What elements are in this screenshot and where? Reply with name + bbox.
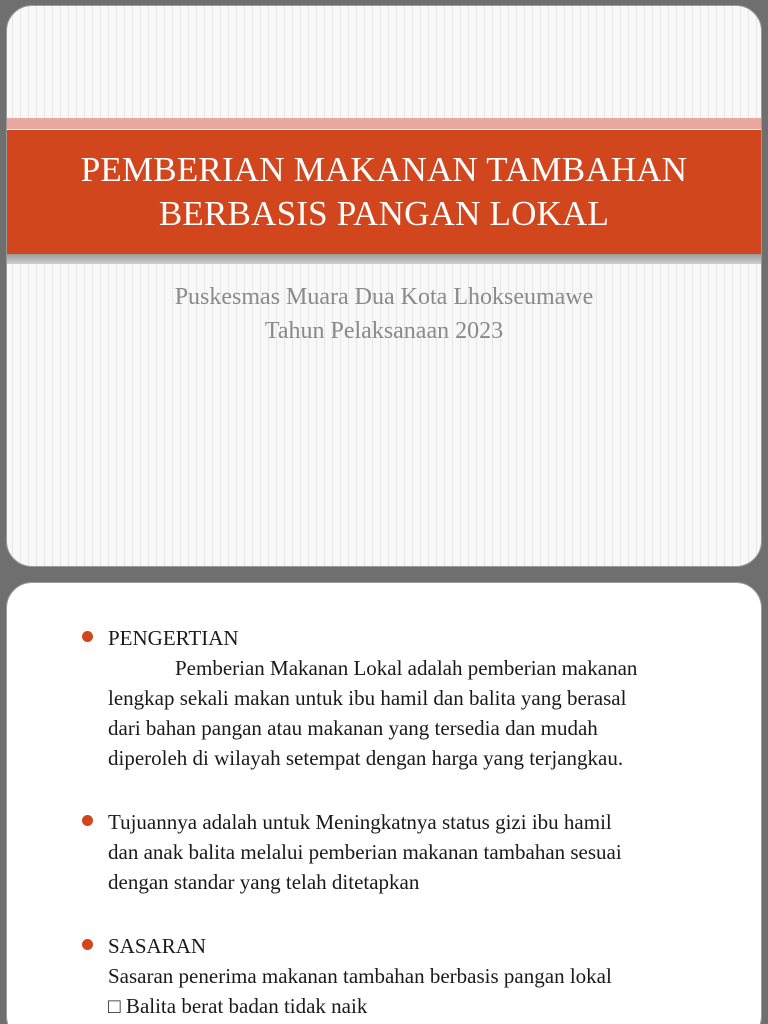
bullet-dot-icon	[82, 939, 93, 950]
tujuan-line-1: Tujuannya adalah untuk Meningkatnya status gizi ibu hamil	[108, 810, 612, 834]
pengertian-heading: PENGERTIAN	[108, 626, 239, 650]
pengertian-line-1: Pemberian Makanan Lokal adalah pemberian makanan	[175, 656, 638, 680]
bullet-sasaran	[81, 931, 721, 961]
sasaran-line-1: Sasaran penerima makanan tambahan berbasis pangan lokal	[108, 964, 612, 988]
pengertian-line-3: dari bahan pangan atau makanan yang tersedia dan mudah	[108, 716, 598, 740]
slide-title-text	[81, 148, 688, 236]
subtitle-line-1: Puskesmas Muara Dua Kota Lhokseumawe	[174, 284, 594, 310]
bullet-tujuan	[81, 807, 721, 897]
title-line-1: PEMBERIAN MAKANAN TAMBAHAN	[80, 150, 688, 189]
bullet-pengertian	[81, 623, 721, 653]
spacer	[81, 773, 721, 807]
bullet-dot-icon	[82, 631, 93, 642]
title-line-2: BERBASIS PANGAN LOKAL	[158, 194, 610, 233]
slide-title	[6, 5, 762, 567]
pengertian-line-4: diperoleh di wilayah setempat dengan harga yang terjangkau.	[108, 746, 624, 770]
tujuan-line-3: dengan standar yang telah ditetapkan	[108, 870, 420, 894]
sasaran-paragraph	[81, 961, 721, 1021]
slide-subtitle	[7, 280, 761, 348]
title-bottom-stripe	[7, 254, 761, 264]
pengertian-line-2: lengkap sekali makan untuk ibu hamil dan balita yang berasal	[108, 686, 627, 710]
slide-content	[6, 582, 762, 1024]
tujuan-line-2: dan anak balita melalui pemberian makanan tambahan sesuai	[108, 840, 622, 864]
title-top-stripe	[7, 118, 761, 129]
pengertian-paragraph	[81, 653, 721, 773]
slide-body	[81, 623, 721, 1021]
subtitle-line-2: Tahun Pelaksanaan 2023	[264, 318, 504, 344]
bullet-dot-icon	[82, 815, 93, 826]
sasaran-line-2: □ Balita berat badan tidak naik	[108, 994, 368, 1018]
spacer	[81, 897, 721, 931]
title-band	[7, 130, 761, 254]
sasaran-heading: SASARAN	[108, 934, 207, 958]
